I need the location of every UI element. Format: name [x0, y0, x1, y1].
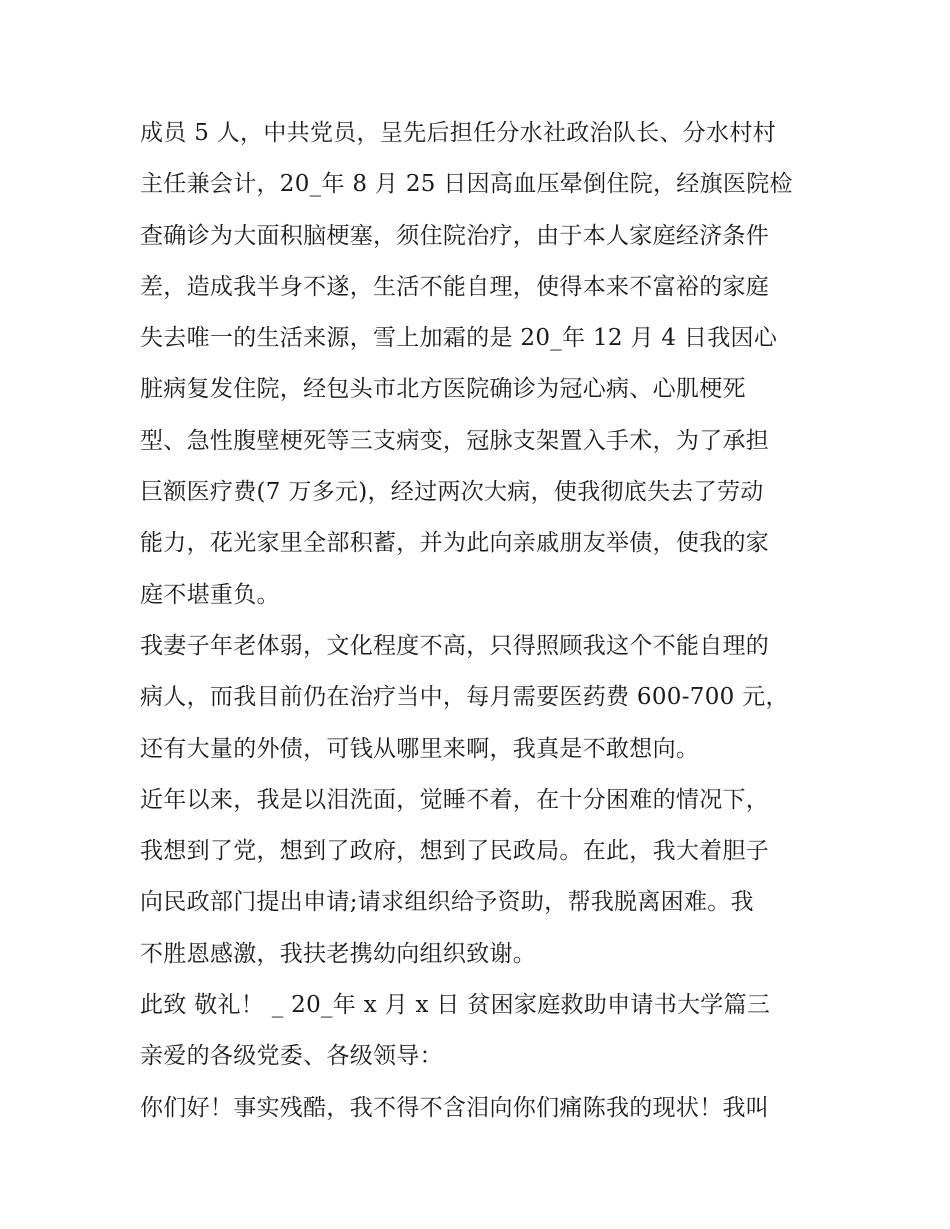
text-line: 你们好！事实残酷，我不得不含泪向你们痛陈我的现状！我叫 [140, 1094, 770, 1121]
text-line: 还有大量的外债，可钱从哪里来啊，我真是不敢想向。 [140, 735, 700, 762]
document-body [140, 108, 820, 1134]
text-line: 能力，花光家里全部积蓄，并为此向亲戚朋友举债，使我的家 [140, 530, 770, 557]
text-line: 病人，而我目前仍在治疗当中，每月需要医药费 600-700 元， [140, 684, 789, 711]
text-line: 近年以来，我是以泪洗面，觉睡不着，在十分困难的情况下， [140, 786, 770, 813]
text-line: 查确诊为大面积脑梗塞，须住院治疗，由于本人家庭经济条件 [140, 222, 770, 249]
text-line: 差，造成我半身不遂，生活不能自理，使得本来不富裕的家庭 [140, 273, 770, 300]
text-line: 脏病复发住院，经包头市北方医院确诊为冠心病、心肌梗死 [140, 376, 746, 403]
text-line: 此致 敬礼！ _ 20_年 x 月 x 日 贫困家庭救助申请书大学篇三 [140, 992, 771, 1019]
text-line: 主任兼会计，20_年 8 月 25 日因高血压晕倒住院，经旗医院检 [140, 171, 793, 198]
text-line: 我妻子年老体弱，文化程度不高，只得照顾我这个不能自理的 [140, 632, 770, 659]
text-line: 型、急性腹壁梗死等三支病变，冠脉支架置入手术，为了承担 [140, 427, 770, 454]
text-line: 巨额医疗费(7 万多元)，经过两次大病，使我彻底失去了劳动 [140, 479, 764, 506]
text-line: 向民政部门提出申请;请求组织给予资助，帮我脱离困难。我 [140, 889, 754, 916]
text-line: 庭不堪重负。 [140, 581, 280, 608]
text-line: 成员 5 人，中共党员，呈先后担任分水社政治队长、分水村村 [140, 120, 776, 146]
text-line: 不胜恩感激，我扶老携幼向组织致谢。 [140, 940, 537, 967]
text-line: 失去唯一的生活来源，雪上加霜的是 20_年 12 月 4 日我因心 [140, 325, 778, 352]
text-line: 亲爱的各级党委、各级领导： [140, 1043, 443, 1070]
text-line: 我想到了党，想到了政府，想到了民政局。在此，我大着胆子 [140, 838, 770, 865]
